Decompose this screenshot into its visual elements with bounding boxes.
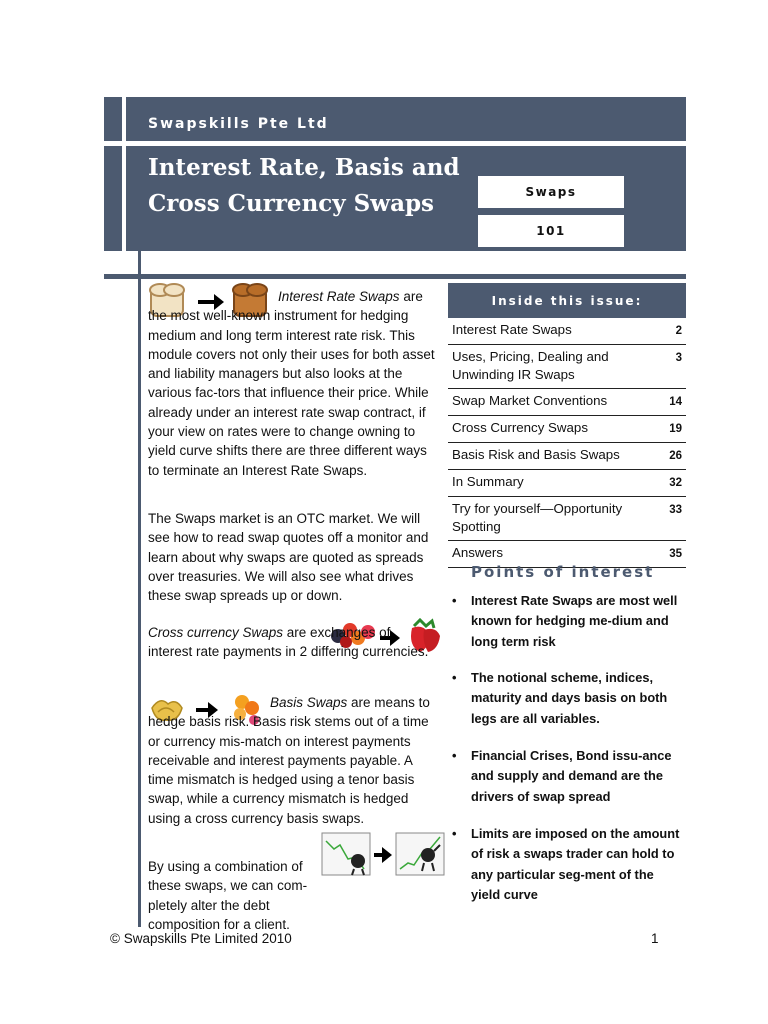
basis-swaps-paragraph [148,693,438,828]
toc-item-label: Swap Market Conventions [452,393,608,408]
issue-badge-series: Swaps [478,176,624,208]
toc-item-page: 3 [675,352,682,364]
toc-item-label: Basis Risk and Basis Swaps [452,447,620,462]
toc-item[interactable] [448,416,686,443]
point-item [452,591,682,652]
bullet-icon: • [452,826,457,841]
basis-text: are means to hedge basis risk. Basis risk stems out of a time or currency mis-match on interest payments receivable and interest payments payable. A time mismatch is hedged using a tenor basis swap, while a currency mismatch is hedged using a cross currency basis swaps. [148,695,430,826]
toc-item-label: Uses, Pricing, Dealing and Unwinding IR Swaps [452,349,609,382]
toc-item-page: 35 [669,548,682,560]
toc-item[interactable] [448,318,686,345]
point-text: Financial Crises, Bond issu-ance and supply and demand are the drivers of swap spread [471,748,672,804]
company-name: Swapskills Pte Ltd [148,116,329,132]
point-item [452,746,682,807]
toc-item[interactable] [448,345,686,389]
otc-paragraph: The Swaps market is an OTC market. We will see how to read swap quotes off a monitor and learn about why swaps are quoted as spreads over treasuries. We will also see what drives these swap spreads up or down. [148,511,429,604]
footer-copyright: © Swapskills Pte Limited 2010 [110,931,292,946]
chart-figure-icon [320,831,446,879]
vertical-rule [138,251,141,927]
toc-item-page: 33 [669,504,682,516]
horizontal-rule [104,274,686,279]
bullet-icon: • [452,748,457,763]
toc-item-page: 2 [675,325,682,337]
intro-paragraph [148,287,438,480]
header-accent-top [104,97,122,141]
bullet-icon: • [452,670,457,685]
toc-item-page: 19 [669,423,682,435]
header-accent-main [104,146,122,251]
issue-badge-number: 101 [478,215,624,247]
arrow-right-icon [374,847,392,863]
ccs-text: are exchanges of interest rate payments in 2 differing currencies. [148,625,429,660]
basis-term: Basis Swaps [270,695,348,710]
intro-text: are the most well-known instrument for hedging medium and long term interest rate risk. This module covers not only their uses for both asset and liability managers but also looks at the various fac-tors that influence their price. While already under an interest rate swap contract, if your view on rates were to change owning to yield curve shifts there are three different ways to terminate an Interest Rate Swaps. [148,289,435,478]
point-text: Interest Rate Swaps are most well known for hedging me-dium and long term risk [471,593,678,649]
toc-item[interactable] [448,470,686,497]
point-item [452,668,682,729]
point-text: The notional scheme, indices, maturity and days basis on both legs are all variables. [471,670,668,726]
footer-page-number: 1 [651,931,659,946]
toc-item-page: 26 [669,450,682,462]
points-heading: Points of interest [471,563,655,581]
toc-item[interactable] [448,389,686,416]
cross-currency-paragraph [148,623,438,662]
toc-item-label: Try for yourself—Opportunity Spotting [452,501,623,534]
toc-item-page: 32 [669,477,682,489]
closing-paragraph: By using a combination of these swaps, we can com-pletely alter the debt composition for a client. [148,859,308,932]
table-of-contents [448,318,686,568]
ccs-term: Cross currency Swaps [148,625,284,640]
toc-item-label: Answers [452,545,503,560]
irs-term: Interest Rate Swaps [278,289,400,304]
toc-item[interactable] [448,443,686,470]
point-text: Limits are imposed on the amount of risk a swaps trader can hold to any particular seg-ment of the yield curve [471,826,680,902]
bullet-icon: • [452,593,457,608]
toc-item-label: Interest Rate Swaps [452,322,572,337]
point-item [452,824,682,905]
toc-item-label: Cross Currency Swaps [452,420,588,435]
toc-item-label: In Summary [452,474,524,489]
toc-heading: Inside this issue: [448,283,686,318]
toc-item[interactable] [448,497,686,541]
page-title: Interest Rate, Basis and Cross Currency Swaps [148,154,460,217]
toc-item-page: 14 [669,396,682,408]
